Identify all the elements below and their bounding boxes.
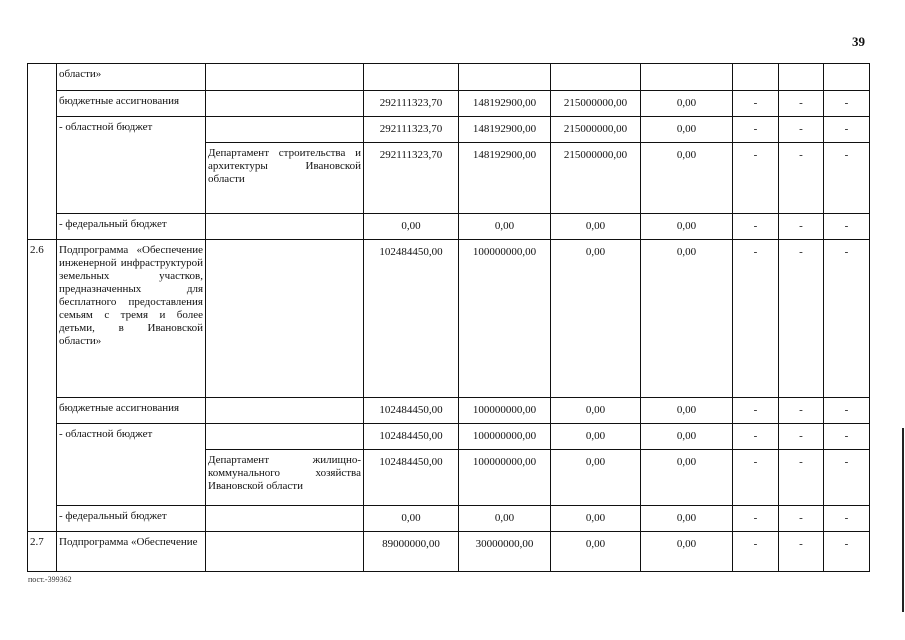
- row-executor: [206, 117, 364, 143]
- cell-value: 0,00: [551, 424, 641, 450]
- cell-value: [459, 64, 551, 91]
- cell-value: -: [733, 91, 779, 117]
- cell-value: 215000000,00: [551, 91, 641, 117]
- cell-value: 100000000,00: [459, 398, 551, 424]
- cell-value: -: [779, 506, 824, 532]
- table-row: [28, 91, 870, 117]
- cell-value: 0,00: [551, 214, 641, 240]
- cell-value: 0,00: [459, 506, 551, 532]
- cell-value: -: [824, 117, 870, 143]
- row-name: бюджетные ассигнования: [57, 91, 206, 117]
- cell-value: -: [824, 532, 870, 572]
- cell-value: 102484450,00: [364, 240, 459, 398]
- cell-value: 100000000,00: [459, 240, 551, 398]
- cell-value: -: [733, 424, 779, 450]
- cell-value: [733, 64, 779, 91]
- table-row: [28, 398, 870, 424]
- row-executor: [206, 91, 364, 117]
- cell-value: [641, 64, 733, 91]
- cell-value: 215000000,00: [551, 117, 641, 143]
- cell-value: -: [733, 214, 779, 240]
- cell-value: -: [733, 398, 779, 424]
- cell-value: 0,00: [551, 450, 641, 506]
- table-row: [28, 117, 870, 143]
- cell-value: 0,00: [364, 214, 459, 240]
- cell-value: 0,00: [641, 91, 733, 117]
- cell-value: -: [779, 424, 824, 450]
- cell-value: -: [779, 450, 824, 506]
- cell-value: 100000000,00: [459, 450, 551, 506]
- cell-value: 0,00: [641, 506, 733, 532]
- budget-table: [27, 63, 870, 572]
- cell-value: -: [779, 398, 824, 424]
- cell-value: 0,00: [551, 532, 641, 572]
- table-row: [28, 64, 870, 91]
- row-name: Подпрограмма «Обеспечение: [57, 532, 206, 572]
- cell-value: 292111323,70: [364, 117, 459, 143]
- cell-value: 215000000,00: [551, 143, 641, 214]
- cell-value: -: [824, 506, 870, 532]
- cell-value: -: [733, 143, 779, 214]
- cell-value: 0,00: [641, 450, 733, 506]
- cell-value: 292111323,70: [364, 143, 459, 214]
- cell-value: -: [733, 450, 779, 506]
- row-executor: [206, 240, 364, 398]
- row-name: Подпрограмма «Обеспечение инженерной инфраструктурой земельных участков, предназначенных для бесплатного предоставления семьям с тремя и более детьми, в Ивановской области»: [57, 240, 206, 398]
- cell-value: -: [733, 532, 779, 572]
- cell-value: 102484450,00: [364, 450, 459, 506]
- cell-value: -: [779, 240, 824, 398]
- cell-value: -: [824, 450, 870, 506]
- row-index: [28, 64, 57, 240]
- table-row: [28, 240, 870, 398]
- cell-value: -: [824, 214, 870, 240]
- cell-value: 0,00: [551, 506, 641, 532]
- cell-value: -: [779, 117, 824, 143]
- table-row: [28, 506, 870, 532]
- cell-value: 0,00: [459, 214, 551, 240]
- cell-value: -: [824, 398, 870, 424]
- cell-value: 0,00: [641, 398, 733, 424]
- cell-value: -: [779, 91, 824, 117]
- cell-value: 0,00: [641, 240, 733, 398]
- cell-value: -: [779, 214, 824, 240]
- table-row: [28, 424, 870, 450]
- cell-value: 0,00: [551, 398, 641, 424]
- cell-value: [551, 64, 641, 91]
- cell-value: 0,00: [641, 117, 733, 143]
- row-name: - федеральный бюджет: [57, 506, 206, 532]
- cell-value: 102484450,00: [364, 398, 459, 424]
- cell-value: -: [824, 424, 870, 450]
- row-name: - областной бюджет: [57, 424, 206, 506]
- table-row: [28, 532, 870, 572]
- cell-value: 148192900,00: [459, 91, 551, 117]
- cell-value: -: [733, 240, 779, 398]
- cell-value: 0,00: [364, 506, 459, 532]
- row-executor: Департамент жилищно-коммунального хозяйства Ивановской области: [206, 450, 364, 506]
- cell-value: [824, 64, 870, 91]
- cell-value: [779, 64, 824, 91]
- cell-value: 0,00: [641, 532, 733, 572]
- row-executor: [206, 398, 364, 424]
- row-executor: [206, 424, 364, 450]
- cell-value: -: [779, 532, 824, 572]
- row-executor: [206, 506, 364, 532]
- cell-value: -: [824, 240, 870, 398]
- cell-value: 89000000,00: [364, 532, 459, 572]
- cell-value: [364, 64, 459, 91]
- cell-value: 148192900,00: [459, 117, 551, 143]
- cell-value: 30000000,00: [459, 532, 551, 572]
- cell-value: -: [733, 506, 779, 532]
- cell-value: 0,00: [641, 143, 733, 214]
- table-row: [28, 214, 870, 240]
- row-executor: [206, 214, 364, 240]
- cell-value: 148192900,00: [459, 143, 551, 214]
- page-number: 39: [852, 34, 865, 49]
- cell-value: 0,00: [551, 240, 641, 398]
- cell-value: 102484450,00: [364, 424, 459, 450]
- row-executor: Департамент строительства и архитектуры Ивановской области: [206, 143, 364, 214]
- cell-value: -: [824, 91, 870, 117]
- document-id: пост.-399362: [28, 575, 72, 584]
- row-index: 2.6: [28, 240, 57, 532]
- row-executor: [206, 532, 364, 572]
- cell-value: 100000000,00: [459, 424, 551, 450]
- cell-value: 0,00: [641, 214, 733, 240]
- row-executor: [206, 64, 364, 91]
- row-name: бюджетные ассигнования: [57, 398, 206, 424]
- cell-value: 292111323,70: [364, 91, 459, 117]
- row-name: - областной бюджет: [57, 117, 206, 214]
- scan-edge-line: [902, 428, 904, 612]
- cell-value: -: [779, 143, 824, 214]
- row-name: области»: [57, 64, 206, 91]
- cell-value: -: [733, 117, 779, 143]
- row-name: - федеральный бюджет: [57, 214, 206, 240]
- cell-value: -: [824, 143, 870, 214]
- row-index: 2.7: [28, 532, 57, 572]
- cell-value: 0,00: [641, 424, 733, 450]
